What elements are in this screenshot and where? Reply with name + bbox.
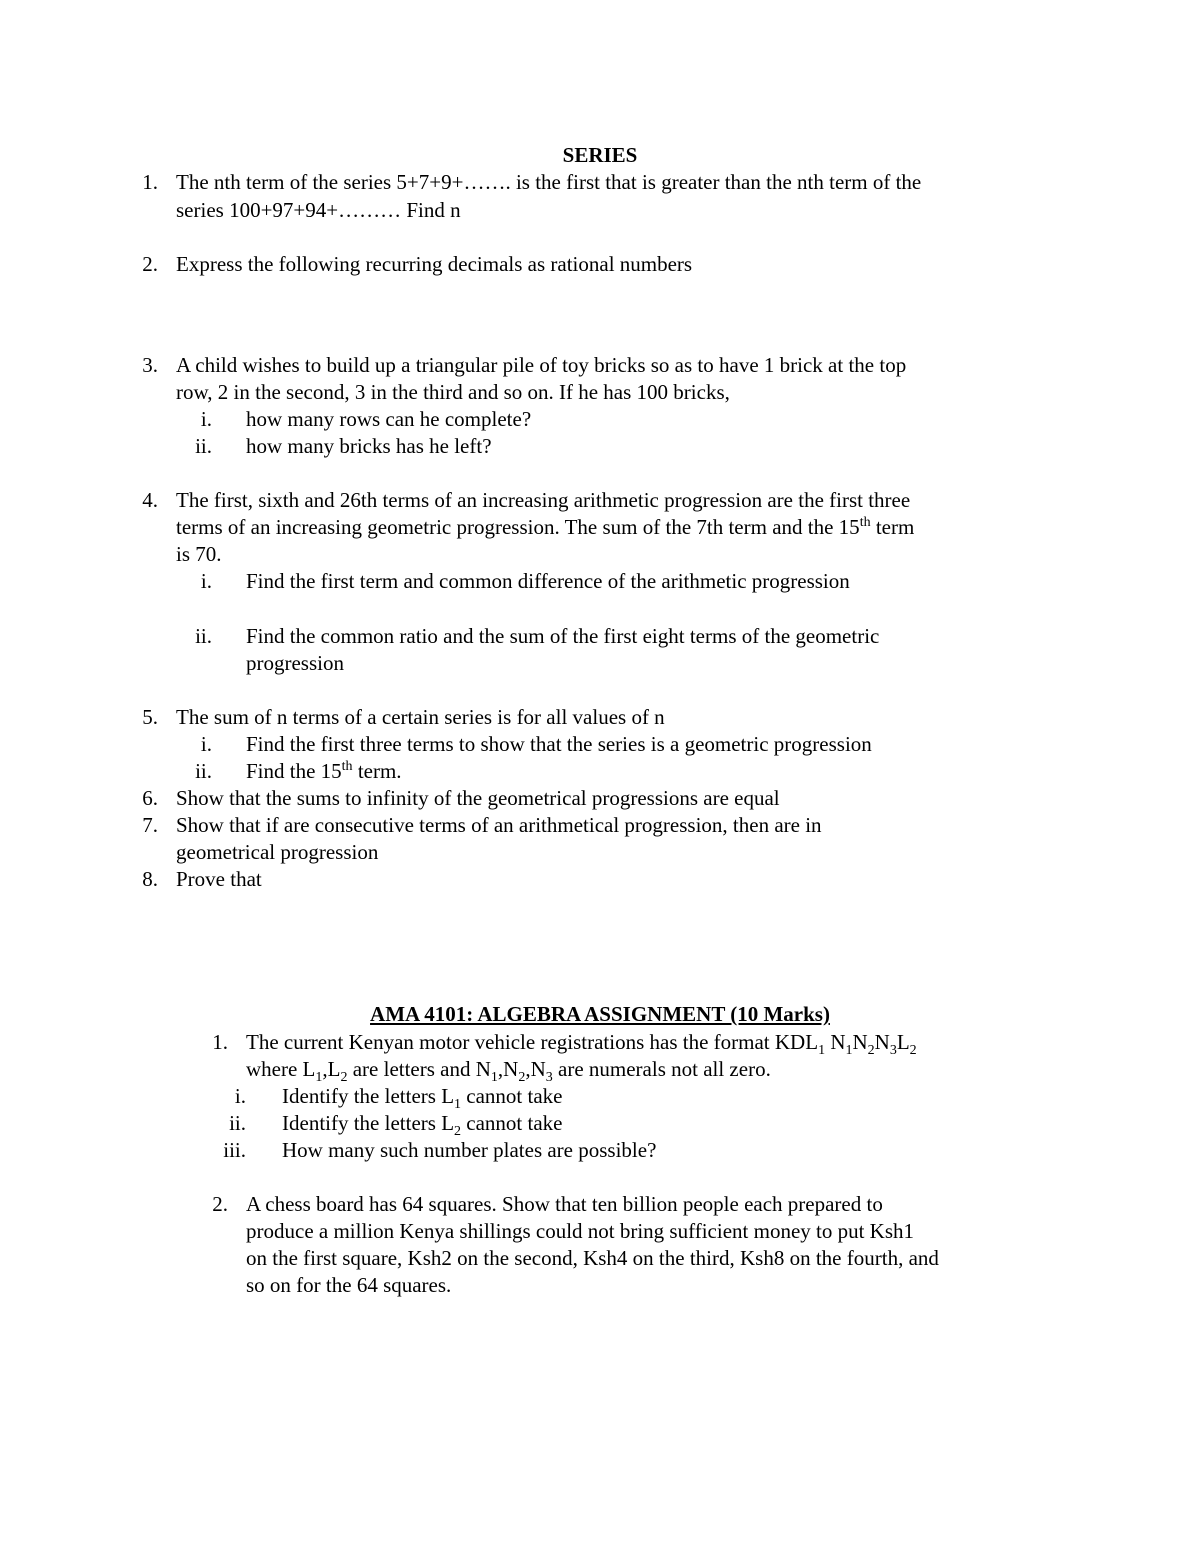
q2-line1: Express the following recurring decimals as rational numbers <box>176 252 693 276</box>
aq1-line2-sub5: 3 <box>545 1070 553 1086</box>
aq1-line1-e: L <box>896 1030 910 1054</box>
q5-sub-ii-end: term. <box>352 759 402 783</box>
q4-line1: The first, sixth and 26th terms of an increasing arithmetic progression are the first three <box>176 488 911 512</box>
q4-line3: is 70. <box>176 542 222 566</box>
aq1-sub-ii-sub: 2 <box>454 1124 462 1140</box>
q6-number: 6. <box>142 786 158 810</box>
aq2-number: 2. <box>212 1192 228 1216</box>
aq1-line2-sub4: 2 <box>518 1070 526 1086</box>
q5-sub-ii <box>246 758 402 785</box>
q6-line1: Show that the sums to infinity of the geometrical progressions are equal <box>176 786 780 810</box>
aq1-sub-i-a: Identify the letters L <box>282 1084 455 1108</box>
aq1-line1-d: N <box>874 1030 890 1054</box>
q4-line2-end: term <box>870 515 915 539</box>
aq1-line2-a: where L <box>246 1057 316 1081</box>
aq1-line2-sub2: 2 <box>340 1070 348 1086</box>
q3-sub-i: how many rows can he complete? <box>246 407 532 431</box>
q1-line2: series 100+97+94+……… Find n <box>176 198 461 222</box>
q2-number: 2. <box>142 252 158 276</box>
q4-sub-ii-line2: progression <box>246 651 344 675</box>
aq1-sub-iii-number: iii. <box>223 1138 246 1162</box>
q8-line1: Prove that <box>176 867 262 891</box>
aq1-sub-i-number: i. <box>234 1084 246 1108</box>
q7-number: 7. <box>142 813 158 837</box>
aq1-line2-c: are letters and N <box>347 1057 491 1081</box>
series-title: SERIES <box>562 143 638 167</box>
q5-sub-ii-number: ii. <box>195 759 212 783</box>
aq1-line2-f: are numerals not all zero. <box>552 1057 771 1081</box>
q7-line1: Show that if are consecutive terms of an arithmetical progression, then are in <box>176 813 822 837</box>
q5-sub-i: Find the first three terms to show that the series is a geometric progression <box>246 732 872 756</box>
q3-line2: row, 2 in the second, 3 in the third and so on. If he has 100 bricks, <box>176 380 730 404</box>
aq2-line2: produce a million Kenya shillings could not bring sufficient money to put Ksh1 <box>246 1219 915 1243</box>
q5-sub-ii-sup: th <box>341 759 353 774</box>
q4-line2-text: terms of an increasing geometric progression. The sum of the 7th term and the 15 <box>176 515 860 539</box>
aq1-line1-c: N <box>852 1030 868 1054</box>
q4-sub-i: Find the first term and common difference of the arithmetic progression <box>246 569 850 593</box>
q1-number: 1. <box>142 170 158 194</box>
q4-sub-ii-number: ii. <box>195 624 212 648</box>
aq1-line1-b: N <box>825 1030 846 1054</box>
aq2-line3: on the first square, Ksh2 on the second, Ksh4 on the third, Ksh8 on the fourth, and <box>246 1246 939 1270</box>
q4-line2-sup: th <box>859 515 871 530</box>
aq1-sub-i-b: cannot take <box>461 1084 563 1108</box>
assignment-title: AMA 4101: ALGEBRA ASSIGNMENT (10 Marks) <box>370 1002 830 1026</box>
q5-sub-i-number: i. <box>200 732 212 756</box>
q7-line2: geometrical progression <box>176 840 379 864</box>
aq1-sub-i <box>282 1083 563 1113</box>
aq1-sub-iii: How many such number plates are possible? <box>282 1138 657 1162</box>
q4-sub-ii-line1: Find the common ratio and the sum of the first eight terms of the geometric <box>246 624 880 648</box>
aq1-line1-sub3: 2 <box>867 1043 875 1059</box>
aq1-line1-a: The current Kenyan motor vehicle registrations has the format KDL <box>246 1030 819 1054</box>
aq1-sub-ii-a: Identify the letters L <box>282 1111 455 1135</box>
aq1-line2-e: ,N <box>525 1057 546 1081</box>
q5-line1: The sum of n terms of a certain series is for all values of n <box>176 705 665 729</box>
aq1-line1-sub1: 1 <box>818 1043 826 1059</box>
q3-sub-ii-number: ii. <box>195 434 212 458</box>
aq2-line4: so on for the 64 squares. <box>246 1273 452 1297</box>
q3-sub-ii: how many bricks has he left? <box>246 434 492 458</box>
aq1-line1 <box>246 1029 917 1059</box>
q5-sub-ii-text: Find the 15 <box>246 759 342 783</box>
aq1-line1-sub4: 3 <box>889 1043 897 1059</box>
q4-sub-i-number: i. <box>200 569 212 593</box>
aq1-line2-b: ,L <box>322 1057 341 1081</box>
aq1-sub-ii <box>282 1110 563 1140</box>
q4-line2 <box>176 514 914 541</box>
q4-number: 4. <box>142 488 158 512</box>
q3-line1: A child wishes to build up a triangular pile of toy bricks so as to have 1 brick at the top <box>176 353 907 377</box>
aq1-line2-sub1: 1 <box>315 1070 323 1086</box>
aq1-sub-i-sub: 1 <box>454 1097 462 1113</box>
q5-number: 5. <box>142 705 158 729</box>
q3-number: 3. <box>142 353 158 377</box>
aq1-line2-d: ,N <box>497 1057 519 1081</box>
aq2-line1: A chess board has 64 squares. Show that ten billion people each prepared to <box>246 1192 883 1216</box>
q1-line1: The nth term of the series 5+7+9+……. is the first that is greater than the nth term of the <box>176 170 922 194</box>
aq1-sub-ii-number: ii. <box>229 1111 246 1135</box>
q3-sub-i-number: i. <box>200 407 212 431</box>
aq1-line2 <box>246 1056 771 1086</box>
q8-number: 8. <box>142 867 158 891</box>
aq1-number: 1. <box>212 1030 228 1054</box>
aq1-line1-sub2: 1 <box>845 1043 853 1059</box>
aq1-line2-sub3: 1 <box>490 1070 498 1086</box>
aq1-sub-ii-b: cannot take <box>461 1111 563 1135</box>
aq1-line1-sub5: 2 <box>909 1043 917 1059</box>
